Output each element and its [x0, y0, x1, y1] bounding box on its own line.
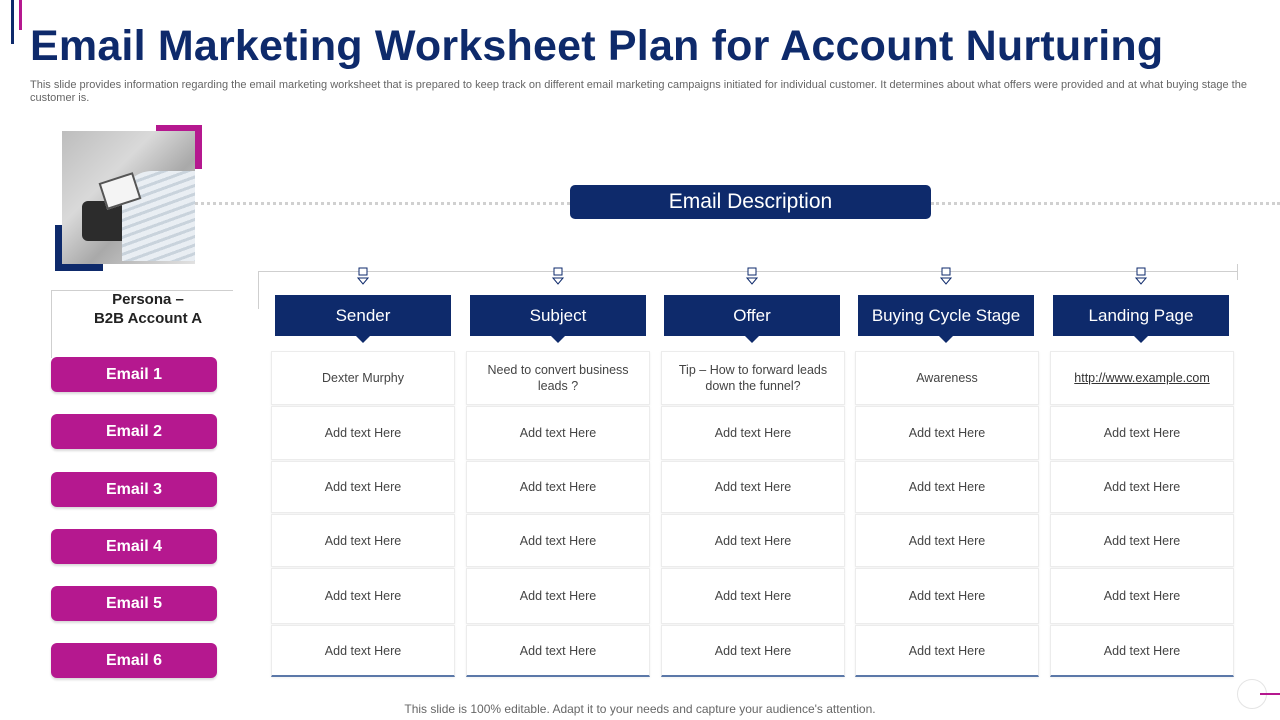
- table-cell-sender: [271, 406, 455, 460]
- down-arrow-icon: [552, 267, 564, 287]
- down-arrow-icon: [1135, 267, 1147, 287]
- table-cell-sender: [271, 461, 455, 513]
- table-cell-offer: [661, 461, 845, 513]
- page-title: Email Marketing Worksheet Plan for Account Nurturing: [30, 22, 1164, 70]
- email-row-button-3[interactable]: Email 3: [51, 472, 217, 507]
- cell-text: Add text Here: [1103, 426, 1181, 440]
- table-cell-sender: [271, 514, 455, 567]
- cell-text: Tip – How to forward leads down the funnel?: [678, 363, 828, 393]
- table-cell-sender: [271, 625, 455, 677]
- cell-text: Add text Here: [1103, 643, 1181, 658]
- table-cell-offer: [661, 514, 845, 567]
- table-cell-buying-cycle-stage: [855, 514, 1039, 567]
- persona-photo-frame: [55, 125, 202, 271]
- table-cell-subject: [466, 568, 650, 624]
- table-cell-offer: [661, 351, 845, 405]
- cell-text: Awareness: [916, 371, 978, 385]
- column-header-subject: Subject: [470, 295, 646, 336]
- table-cell-buying-cycle-stage: [855, 406, 1039, 460]
- bracket-right-edge: [1237, 264, 1238, 280]
- cell-text: Add text Here: [714, 533, 792, 548]
- accent-bar-secondary: [19, 0, 22, 30]
- page-subtitle: This slide provides information regarding the email marketing worksheet that is prepared to keep track on different email marketing campaigns initiated for individual customer. It determines about what offers were provided and at what buying stage the customer is.: [30, 79, 1247, 104]
- table-cell-landing-page: [1050, 625, 1234, 677]
- accent-bar: [11, 0, 14, 44]
- table-cell-landing-page: [1050, 406, 1234, 460]
- email-description-header: Email Description: [570, 185, 931, 219]
- table-cell-landing-page: [1050, 514, 1234, 567]
- column-header-sender: Sender: [275, 295, 451, 336]
- column-header-landing-page: Landing Page: [1053, 295, 1229, 336]
- table-cell-landing-page: [1050, 461, 1234, 513]
- persona-line-2: B2B Account A: [93, 310, 203, 327]
- cell-text: Add text Here: [519, 589, 597, 603]
- cell-text: Add text Here: [1103, 589, 1181, 603]
- table-cell-subject: [466, 625, 650, 677]
- table-cell-buying-cycle-stage: [855, 625, 1039, 677]
- cell-text: Add text Here: [714, 589, 792, 603]
- table-cell-offer: [661, 625, 845, 677]
- email-row-button-1[interactable]: Email 1: [51, 357, 217, 392]
- cell-text: Add text Here: [324, 643, 402, 658]
- email-row-button-4[interactable]: Email 4: [51, 529, 217, 564]
- down-arrow-icon: [746, 267, 758, 287]
- cell-text: Add text Here: [324, 426, 402, 440]
- dotted-connector-right: [931, 202, 1280, 205]
- column-header-buying-cycle-stage: Buying Cycle Stage: [858, 295, 1034, 336]
- cell-text: Add text Here: [519, 480, 597, 494]
- table-cell-buying-cycle-stage: [855, 351, 1039, 405]
- table-cell-buying-cycle-stage: [855, 461, 1039, 513]
- cell-text: Add text Here: [1103, 533, 1181, 548]
- cell-text: Add text Here: [1103, 480, 1181, 494]
- cell-text: Add text Here: [908, 533, 986, 548]
- cell-text: Add text Here: [324, 480, 402, 494]
- cell-text: Add text Here: [908, 480, 986, 494]
- table-cell-offer: [661, 406, 845, 460]
- table-cell-offer: [661, 568, 845, 624]
- persona-label: [62, 290, 234, 328]
- table-cell-buying-cycle-stage: [855, 568, 1039, 624]
- cell-text: Add text Here: [519, 426, 597, 440]
- table-cell-sender: [271, 351, 455, 405]
- cell-text: Add text Here: [908, 589, 986, 603]
- cell-text: Add text Here: [714, 643, 792, 658]
- email-row-button-6[interactable]: Email 6: [51, 643, 217, 678]
- table-cell-landing-page: [1050, 568, 1234, 624]
- email-row-button-2[interactable]: Email 2: [51, 414, 217, 449]
- table-cell-subject: [466, 461, 650, 513]
- table-cell-subject: [466, 406, 650, 460]
- corner-decor-line: [1260, 693, 1280, 695]
- dotted-connector-left: [195, 202, 570, 205]
- persona-line-1: Persona –: [112, 291, 184, 308]
- cell-text: Add text Here: [714, 426, 792, 440]
- landing-page-link[interactable]: http://www.example.com: [1074, 371, 1210, 385]
- table-cell-subject: [466, 514, 650, 567]
- table-cell-subject: [466, 351, 650, 405]
- down-arrow-icon: [940, 267, 952, 287]
- persona-photo: [62, 131, 195, 264]
- footer-note: This slide is 100% editable. Adapt it to your needs and capture your audience's attention.: [404, 702, 876, 716]
- cell-text: Add text Here: [519, 643, 597, 658]
- cell-text: Add text Here: [324, 533, 402, 548]
- bracket-left-edge: [258, 271, 259, 309]
- cell-text: Need to convert business leads ?: [487, 363, 629, 393]
- down-arrow-icon: [357, 267, 369, 287]
- cell-text: Add text Here: [714, 480, 792, 494]
- cell-text: Add text Here: [519, 533, 597, 548]
- cell-text: Add text Here: [324, 589, 402, 603]
- table-cell-sender: [271, 568, 455, 624]
- email-row-button-5[interactable]: Email 5: [51, 586, 217, 621]
- column-header-offer: Offer: [664, 295, 840, 336]
- cell-text: Add text Here: [908, 426, 986, 440]
- cell-text: Dexter Murphy: [322, 371, 404, 385]
- table-cell-landing-page: [1050, 351, 1234, 405]
- cell-text: Add text Here: [908, 643, 986, 658]
